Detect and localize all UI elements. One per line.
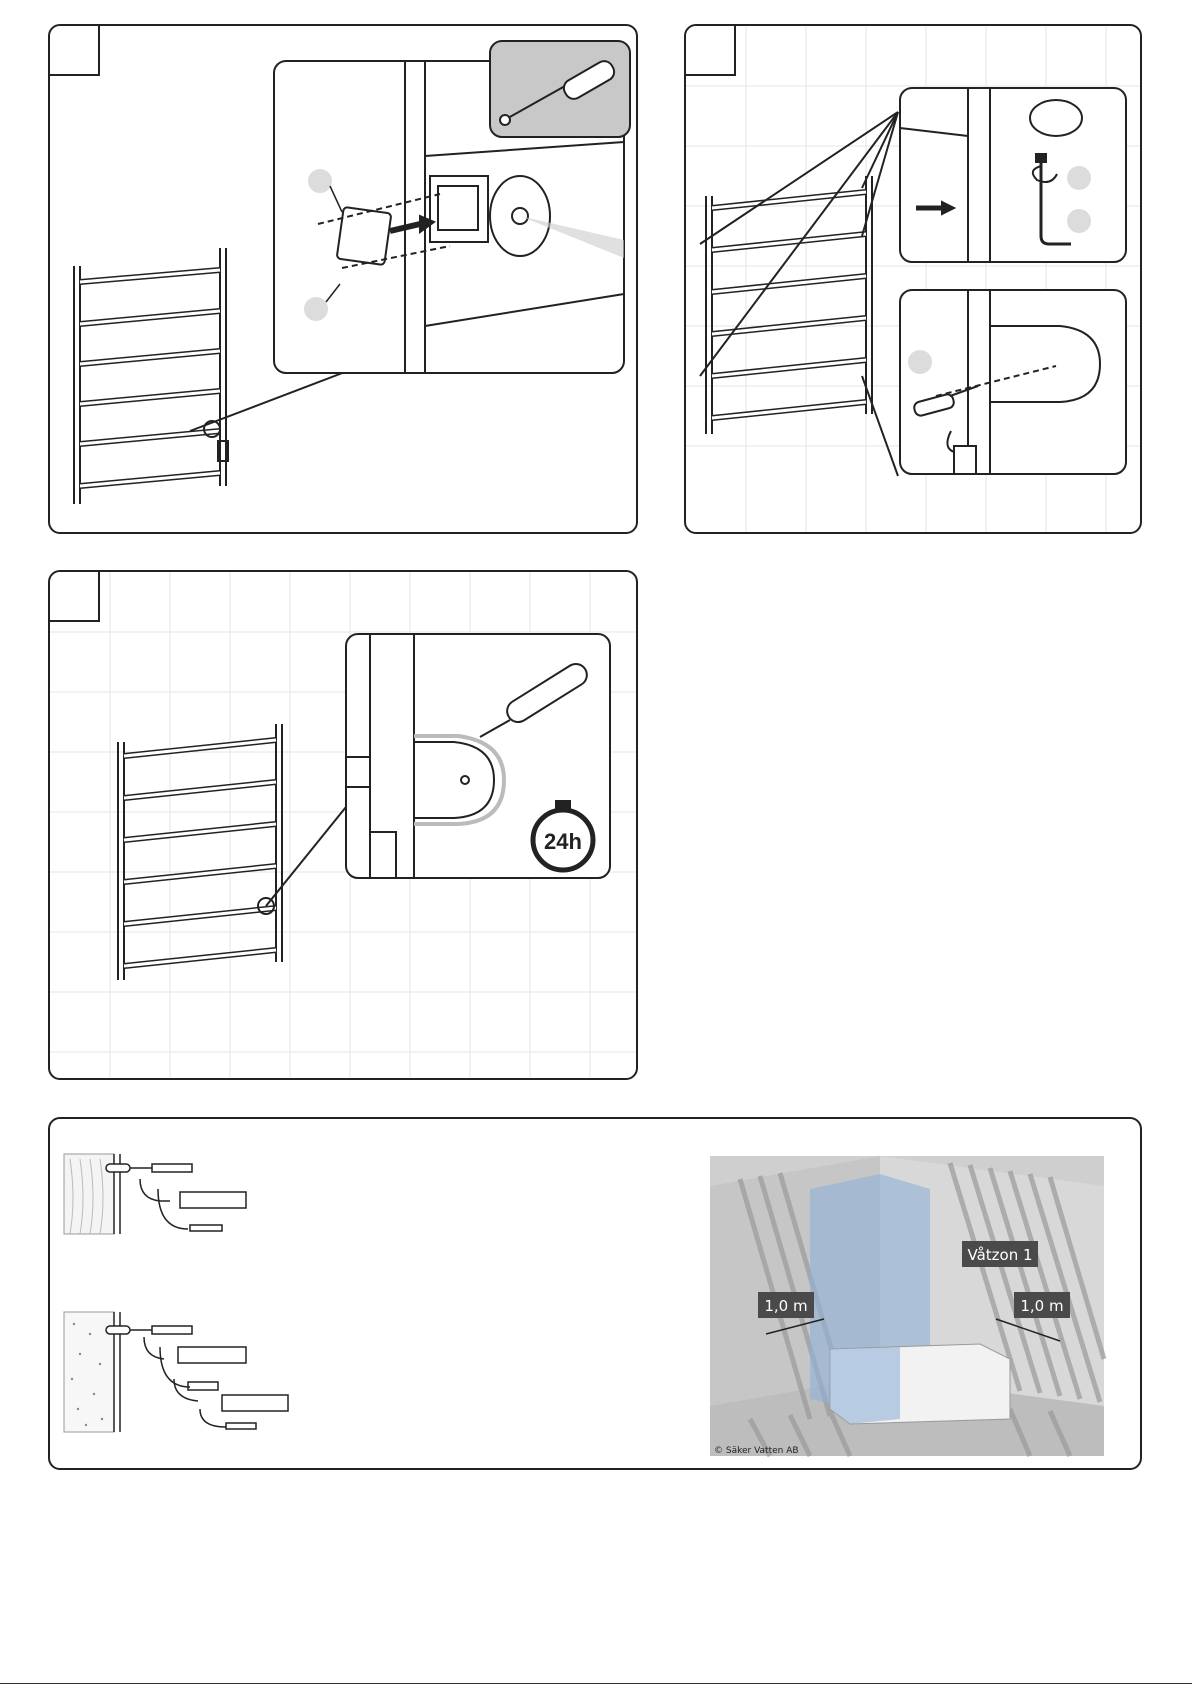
panel-step-2	[684, 24, 1142, 534]
distance-left-label: 1,0 m	[764, 1297, 808, 1315]
distance-right-label: 1,0 m	[1020, 1297, 1064, 1315]
zone-label: Våtzon 1	[967, 1246, 1033, 1264]
wall-anchor-diagram	[50, 1119, 1142, 1470]
copyright-text: © Säker Vatten AB	[714, 1446, 799, 1456]
page-bottom-rule	[0, 1683, 1192, 1684]
part-marker	[304, 297, 328, 321]
towel-rail-fix-illustration	[686, 26, 1142, 534]
sealant-illustration	[50, 572, 638, 1080]
panel-step-1	[48, 24, 638, 534]
towel-rail-mount-illustration	[50, 26, 638, 534]
panel-step-3	[48, 570, 638, 1080]
part-marker	[308, 169, 332, 193]
timer-text: 24h	[544, 829, 582, 854]
wet-zone-image	[710, 1156, 1104, 1456]
panel-info	[48, 1117, 1142, 1470]
